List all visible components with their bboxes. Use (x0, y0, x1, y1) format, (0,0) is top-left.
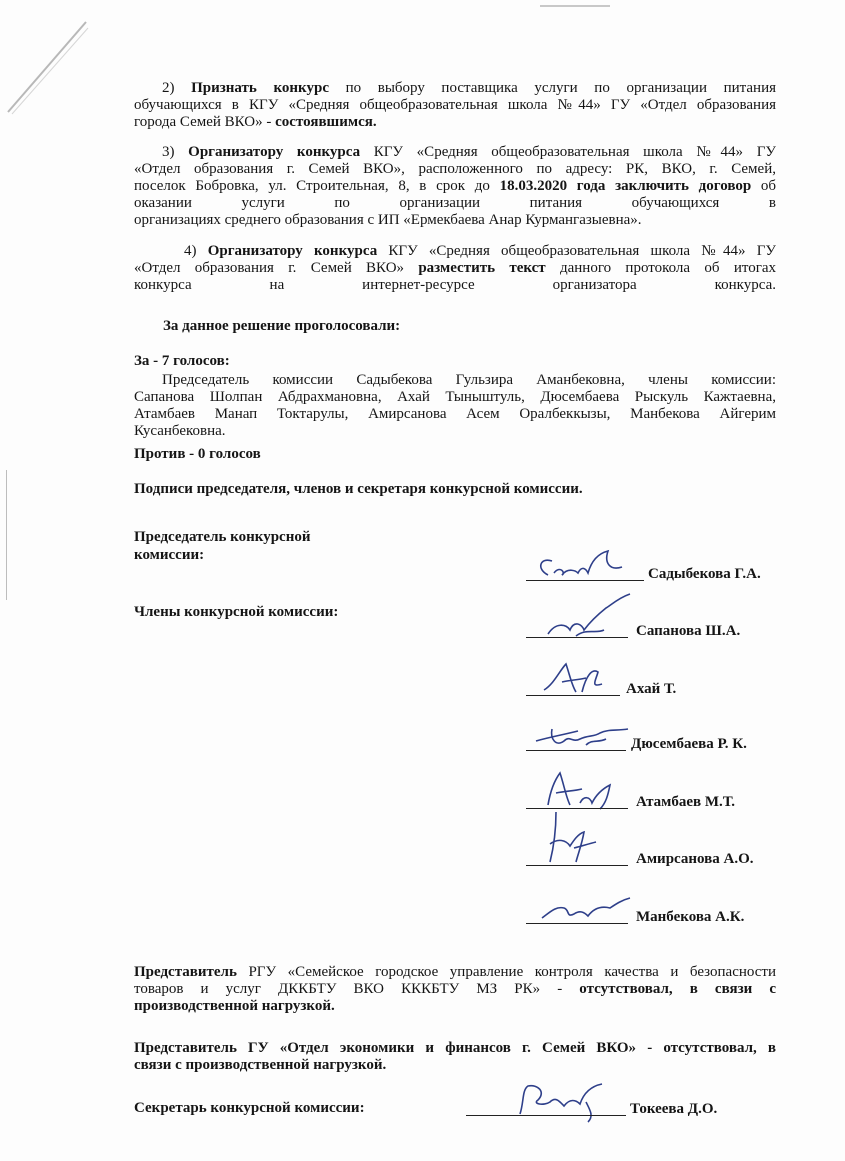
decision-item-4 (134, 243, 776, 294)
absence-status: отсутствовал, в связи с (579, 981, 776, 997)
paragraph-line (134, 1057, 776, 1074)
absence-text: Представитель ГУ «Отдел экономики и финансов г. Семей ВКО» - отсутствовал, в (134, 1040, 776, 1056)
item-action: разместить текст (418, 260, 546, 276)
item-text: обучающихся в КГУ «Средняя общеобразовательная школа №44» ГУ «Отдел образования (134, 97, 776, 113)
handwritten-signature (526, 604, 646, 644)
secretary-label: Секретарь конкурсной комиссии: (134, 1100, 365, 1116)
decision-item-3 (134, 144, 776, 229)
organization-text: товаров и услуг ДККБТУ ВКО КККБТУ МЗ РК» - (134, 981, 563, 997)
item-text: данного протокола об итогах (559, 260, 777, 276)
paragraph-line (134, 243, 776, 260)
vote-for-list (134, 372, 776, 440)
item-text: по выбору поставщика услуги по организации питания (345, 80, 776, 96)
vote-for-label: За - 7 голосов: (134, 353, 230, 369)
signature-line (526, 808, 628, 809)
paragraph-line (134, 998, 776, 1015)
signature-row (526, 775, 786, 815)
signatory-name: Атамбаев М.Т. (636, 794, 736, 810)
item-verb: Признать конкурс (191, 80, 329, 96)
scan-artifact-left-edge (6, 470, 7, 600)
item-text: «Отдел образования г. Семей ВКО», расположенного по адресу: РК, ВКО, г. Семей, (134, 161, 776, 177)
handwritten-signature (466, 1082, 636, 1122)
vote-heading: За данное решение проголосовали: (163, 318, 401, 334)
signatory-name: Садыбекова Г.А. (648, 566, 761, 582)
paragraph-line (134, 80, 776, 97)
secretary-signature-row (466, 1082, 766, 1122)
handwritten-signature (526, 832, 646, 872)
item-number: 3) (162, 144, 175, 160)
vote-against: Против - 0 голосов (134, 446, 261, 462)
handwritten-signature (526, 547, 646, 587)
item-text: конкурса на интернет-ресурсе организатора конкурса. (134, 277, 776, 293)
item-text: оказании услуги по организации питания обучающихся в (134, 195, 776, 211)
item-text: организациях среднего образования с ИП «Ермекбаева Анар Курмангазыевна». (134, 212, 642, 228)
representative-label: Представитель (134, 964, 237, 980)
item-number: 2) (162, 80, 175, 96)
item-number: 4) (184, 243, 197, 259)
item-text: об (760, 178, 777, 194)
members-label: Члены конкурсной комиссии: (134, 604, 339, 620)
item-text: КГУ «Средняя общеобразовательная школа №44» ГУ (373, 144, 777, 160)
paragraph-line (134, 964, 776, 981)
signature-line (526, 637, 628, 638)
signature-line (466, 1115, 626, 1116)
paragraph-line (134, 981, 776, 998)
signature-row (526, 547, 786, 587)
signature-line (526, 865, 628, 866)
secretary-name: Токеева Д.О. (630, 1101, 718, 1117)
signature-line (526, 750, 626, 751)
item-lead: Организатору конкурса (188, 144, 361, 160)
chair-label: Председатель конкурсной (134, 529, 311, 545)
scan-artifact-diagonal (0, 0, 120, 120)
scan-artifact-top (540, 5, 610, 7)
item-text: «Отдел образования г. Семей ВКО» (134, 260, 405, 276)
organization-text: РГУ «Семейское городское управление контроля качества и безопасности (248, 964, 776, 980)
paragraph-line (134, 195, 776, 212)
signature-row (526, 604, 786, 644)
handwritten-signature (526, 775, 646, 815)
signatory-name: Амирсанова А.О. (636, 851, 754, 867)
paragraph-line (134, 161, 776, 178)
decision-item-2 (134, 80, 776, 131)
chair-label-2: комиссии: (134, 547, 205, 563)
absent-representative-1 (134, 964, 776, 1015)
absence-text: связи с производственной нагрузкой. (134, 1057, 387, 1073)
paragraph-line: Председатель комиссии Садыбекова Гульзира Аманбековна, члены комиссии: (162, 372, 776, 388)
signatory-name: Манбекова А.К. (636, 909, 745, 925)
absent-representative-2 (134, 1040, 776, 1074)
paragraph-line (134, 212, 776, 229)
signature-line (526, 580, 644, 581)
paragraph-line (134, 1040, 776, 1057)
paragraph-line: Атамбаев Манап Токтарулы, Амирсанова Асем Оралбеккызы, Манбекова Айгерим (134, 406, 776, 422)
absence-status: производственной нагрузкой. (134, 998, 335, 1014)
paragraph-line (134, 277, 776, 294)
item-lead: Организатору конкурса (207, 243, 378, 259)
signature-row (526, 890, 786, 930)
signature-line (526, 695, 620, 696)
signatory-name: Сапанова Ш.А. (636, 623, 741, 639)
signatory-name: Ахай Т. (626, 681, 677, 697)
signature-row (526, 832, 786, 872)
paragraph-line (134, 144, 776, 161)
paragraph-line: Сапанова Шолпан Абдрахмановна, Ахай Тыныштуль, Дюсембаева Рыскуль Кажтаевна, (134, 389, 776, 405)
signatures-heading: Подписи председателя, членов и секретаря конкурсной комиссии. (134, 481, 583, 497)
signature-row (526, 717, 786, 757)
paragraph-line (134, 114, 776, 131)
signatory-name: Дюсембаева Р. К. (631, 736, 747, 752)
item-text: поселок Бобровка, ул. Строительная, 8, в срок до (134, 178, 490, 194)
paragraph-line (134, 178, 776, 195)
item-text: КГУ «Средняя общеобразовательная школа №44» ГУ (388, 243, 777, 259)
paragraph-line (134, 97, 776, 114)
paragraph-line: Кусанбековна. (134, 423, 226, 439)
signature-line (526, 923, 628, 924)
handwritten-signature (526, 890, 646, 930)
signature-row (526, 662, 786, 702)
item-text: города Семей ВКО» - (134, 114, 272, 130)
paragraph-line (134, 260, 776, 277)
handwritten-signature (526, 717, 646, 757)
item-deadline: 18.03.2020 года заключить договор (499, 178, 752, 194)
item-result: состоявшимся. (275, 114, 377, 130)
